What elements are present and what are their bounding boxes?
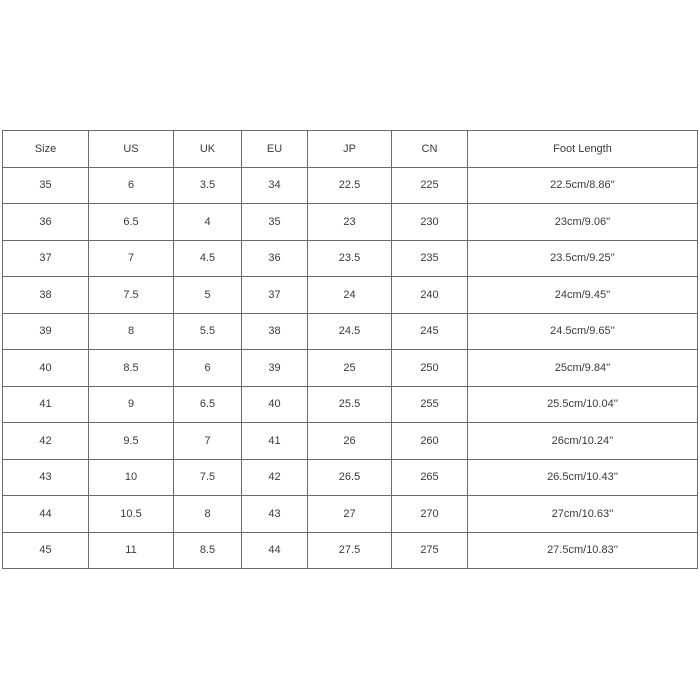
table-row	[3, 167, 698, 204]
table-row	[3, 350, 698, 387]
cell-size: 41	[3, 386, 89, 423]
cell-foot-length: 23cm/9.06''	[468, 204, 698, 241]
cell-jp: 25	[308, 350, 392, 387]
table-row	[3, 386, 698, 423]
cell-foot-length: 26.5cm/10.43''	[468, 459, 698, 496]
cell-us: 8.5	[89, 350, 174, 387]
cell-cn: 275	[392, 532, 468, 569]
cell-uk: 6	[174, 350, 242, 387]
cell-eu: 42	[242, 459, 308, 496]
column-header-size: Size	[3, 131, 89, 168]
cell-cn: 270	[392, 496, 468, 533]
cell-eu: 40	[242, 386, 308, 423]
cell-us: 9.5	[89, 423, 174, 460]
cell-foot-length: 24cm/9.45''	[468, 277, 698, 314]
cell-size: 42	[3, 423, 89, 460]
cell-cn: 240	[392, 277, 468, 314]
cell-jp: 23.5	[308, 240, 392, 277]
cell-foot-length: 27.5cm/10.83''	[468, 532, 698, 569]
cell-uk: 4	[174, 204, 242, 241]
column-header-us: US	[89, 131, 174, 168]
cell-us: 11	[89, 532, 174, 569]
cell-jp: 23	[308, 204, 392, 241]
cell-jp: 25.5	[308, 386, 392, 423]
size-chart-table	[2, 130, 698, 569]
cell-eu: 39	[242, 350, 308, 387]
cell-foot-length: 24.5cm/9.65''	[468, 313, 698, 350]
cell-uk: 6.5	[174, 386, 242, 423]
cell-jp: 27	[308, 496, 392, 533]
cell-size: 45	[3, 532, 89, 569]
column-header-uk: UK	[174, 131, 242, 168]
cell-cn: 260	[392, 423, 468, 460]
cell-size: 38	[3, 277, 89, 314]
cell-cn: 235	[392, 240, 468, 277]
cell-eu: 38	[242, 313, 308, 350]
cell-us: 7.5	[89, 277, 174, 314]
cell-size: 44	[3, 496, 89, 533]
table-row	[3, 459, 698, 496]
cell-size: 39	[3, 313, 89, 350]
cell-cn: 250	[392, 350, 468, 387]
cell-uk: 8.5	[174, 532, 242, 569]
table-row	[3, 423, 698, 460]
cell-foot-length: 25cm/9.84''	[468, 350, 698, 387]
cell-uk: 7.5	[174, 459, 242, 496]
column-header-jp: JP	[308, 131, 392, 168]
cell-eu: 44	[242, 532, 308, 569]
cell-foot-length: 23.5cm/9.25''	[468, 240, 698, 277]
cell-uk: 7	[174, 423, 242, 460]
cell-jp: 27.5	[308, 532, 392, 569]
cell-cn: 255	[392, 386, 468, 423]
table-row	[3, 532, 698, 569]
column-header-foot-length: Foot Length	[468, 131, 698, 168]
cell-foot-length: 25.5cm/10.04''	[468, 386, 698, 423]
cell-jp: 22.5	[308, 167, 392, 204]
cell-us: 9	[89, 386, 174, 423]
cell-cn: 245	[392, 313, 468, 350]
cell-size: 43	[3, 459, 89, 496]
cell-cn: 265	[392, 459, 468, 496]
cell-size: 37	[3, 240, 89, 277]
table-row	[3, 313, 698, 350]
cell-foot-length: 22.5cm/8.86''	[468, 167, 698, 204]
table-row	[3, 240, 698, 277]
cell-eu: 35	[242, 204, 308, 241]
cell-size: 40	[3, 350, 89, 387]
cell-uk: 8	[174, 496, 242, 533]
cell-us: 8	[89, 313, 174, 350]
cell-eu: 43	[242, 496, 308, 533]
column-header-eu: EU	[242, 131, 308, 168]
cell-uk: 5	[174, 277, 242, 314]
cell-eu: 34	[242, 167, 308, 204]
table-header-row	[3, 131, 698, 168]
cell-foot-length: 26cm/10.24''	[468, 423, 698, 460]
cell-us: 10.5	[89, 496, 174, 533]
cell-foot-length: 27cm/10.63''	[468, 496, 698, 533]
cell-uk: 4.5	[174, 240, 242, 277]
cell-us: 6.5	[89, 204, 174, 241]
table-row	[3, 496, 698, 533]
table-row	[3, 277, 698, 314]
cell-uk: 5.5	[174, 313, 242, 350]
cell-jp: 26.5	[308, 459, 392, 496]
cell-jp: 24.5	[308, 313, 392, 350]
cell-uk: 3.5	[174, 167, 242, 204]
cell-eu: 37	[242, 277, 308, 314]
cell-jp: 24	[308, 277, 392, 314]
cell-size: 36	[3, 204, 89, 241]
cell-us: 6	[89, 167, 174, 204]
cell-eu: 41	[242, 423, 308, 460]
cell-jp: 26	[308, 423, 392, 460]
table-row	[3, 204, 698, 241]
cell-size: 35	[3, 167, 89, 204]
column-header-cn: CN	[392, 131, 468, 168]
cell-eu: 36	[242, 240, 308, 277]
cell-cn: 230	[392, 204, 468, 241]
cell-cn: 225	[392, 167, 468, 204]
cell-us: 10	[89, 459, 174, 496]
cell-us: 7	[89, 240, 174, 277]
